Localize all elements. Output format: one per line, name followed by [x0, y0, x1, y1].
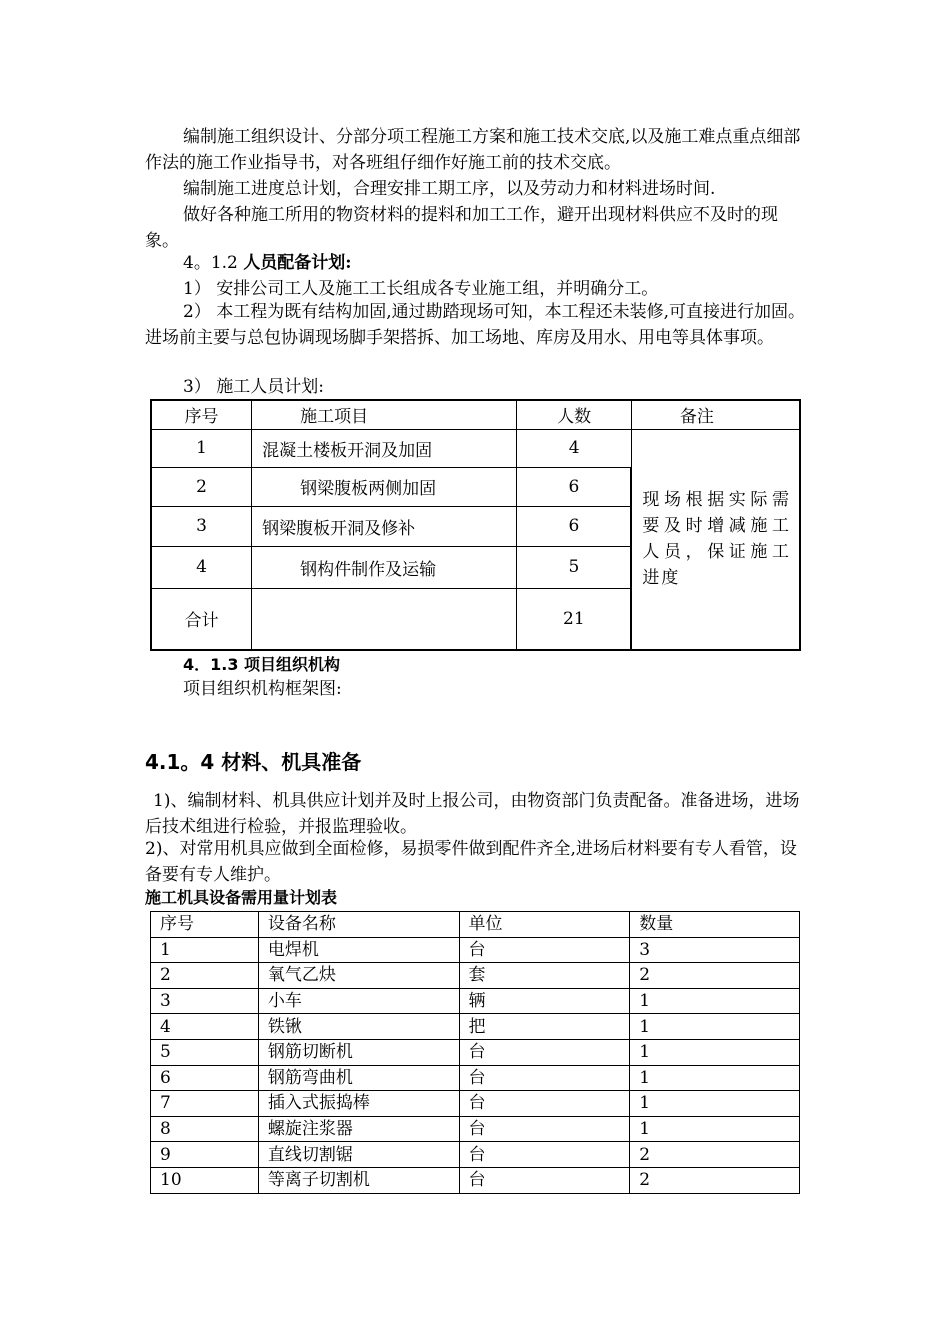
equip-cell-qty: 1: [630, 1014, 800, 1040]
section-414-title: 4.1。4 材料、机具准备: [145, 750, 362, 774]
equip-cell-no: 8: [151, 1116, 259, 1142]
equip-cell-no: 3: [151, 988, 259, 1014]
equip-row: [151, 1014, 800, 1040]
equip-header-unit: 单位: [459, 912, 630, 938]
equip-row: [151, 1116, 800, 1142]
equip-cell-unit: 台: [459, 1142, 630, 1168]
equip-row: [151, 1091, 800, 1117]
staff-total-label: 合计: [151, 588, 252, 650]
equip-cell-qty: 1: [630, 1091, 800, 1117]
equip-cell-unit: 台: [459, 1116, 630, 1142]
equip-header-name: 设备名称: [258, 912, 459, 938]
paragraph-materials: 做好各种施工所用的物资材料的提料和加工工作，避开出现材料供应不及时的现象。: [145, 205, 778, 251]
equip-row: [151, 963, 800, 989]
equip-cell-no: 10: [151, 1167, 259, 1193]
equip-cell-unit: 套: [459, 963, 630, 989]
staff-item-2: 2） 本工程为既有结构加固,通过勘踏现场可知，本工程还未装修,可直接进行加固。进场前主要与总包协调现场脚手架搭拆、加工场地、库房及用水、用电等具体事项。: [145, 302, 806, 348]
staff-plan-table: [150, 399, 801, 651]
staff-row-no: 3: [151, 506, 252, 546]
materials-item-1: 1)、编制材料、机具供应计划并及时上报公司，由物资部门负责配备。准备进场，进场后技术组进行检验，并报监理验收。: [145, 791, 800, 837]
staff-item-1: 1） 安排公司工人及施工工长组成各专业施工组，并明确分工。: [183, 279, 659, 299]
equip-cell-unit: 台: [459, 1039, 630, 1065]
section-413-text: 项目组织机构框架图:: [183, 679, 342, 699]
equip-cell-qty: 2: [630, 1142, 800, 1168]
equipment-table: [150, 911, 800, 1194]
equip-cell-name: 钢筋切断机: [258, 1039, 459, 1065]
equip-cell-name: 等离子切割机: [258, 1167, 459, 1193]
equip-cell-name: 钢筋弯曲机: [258, 1065, 459, 1091]
equip-cell-qty: 2: [630, 1167, 800, 1193]
staff-row-count: 5: [517, 546, 632, 588]
equip-cell-no: 2: [151, 963, 259, 989]
staff-row-count: 6: [517, 467, 632, 506]
staff-row-no: 1: [151, 429, 252, 467]
header-item: 施工项目: [252, 400, 517, 429]
equip-cell-qty: 1: [630, 988, 800, 1014]
staff-row-count: 6: [517, 506, 632, 546]
staff-item-3: 3） 施工人员计划:: [183, 377, 324, 397]
equip-cell-unit: 台: [459, 1167, 630, 1193]
equip-table-title: 施工机具设备需用量计划表: [145, 888, 338, 907]
equip-cell-name: 氧气乙炔: [258, 963, 459, 989]
equip-cell-unit: 台: [459, 1065, 630, 1091]
equip-cell-no: 5: [151, 1039, 259, 1065]
staff-row-item: 混凝土楼板开洞及加固: [252, 429, 517, 467]
equip-cell-name: 小车: [258, 988, 459, 1014]
equip-cell-qty: 3: [630, 937, 800, 963]
equip-row: [151, 988, 800, 1014]
header-no: 序号: [151, 400, 252, 429]
equip-row: [151, 1167, 800, 1193]
staff-row: [151, 429, 800, 467]
equip-cell-name: 螺旋注浆器: [258, 1116, 459, 1142]
equip-cell-no: 7: [151, 1091, 259, 1117]
paragraph-schedule: 编制施工进度总计划，合理安排工期工序，以及劳动力和材料进场时间.: [183, 179, 716, 199]
equip-cell-unit: 辆: [459, 988, 630, 1014]
equip-cell-name: 铁锹: [258, 1014, 459, 1040]
staff-row-item: 钢梁腹板两侧加固: [252, 467, 517, 506]
equip-row: [151, 937, 800, 963]
header-count: 人数: [517, 400, 632, 429]
equip-cell-no: 9: [151, 1142, 259, 1168]
equip-cell-no: 4: [151, 1014, 259, 1040]
staff-row-count: 4: [517, 429, 632, 467]
staff-total-empty: [252, 588, 517, 650]
equip-cell-qty: 1: [630, 1116, 800, 1142]
section-412-heading: [145, 250, 810, 276]
equip-row: [151, 1142, 800, 1168]
staff-row-item: 钢梁腹板开洞及修补: [252, 506, 517, 546]
section-412-number: 4。1.2: [183, 253, 244, 273]
section-412-title: 人员配备计划:: [243, 253, 352, 273]
section-413-title: 4．1.3 项目组织机构: [183, 655, 341, 674]
equip-table-header: [151, 912, 800, 938]
equip-cell-name: 插入式振捣棒: [258, 1091, 459, 1117]
equip-cell-name: 直线切割锯: [258, 1142, 459, 1168]
materials-item-2: 2)、对常用机具应做到全面检修，易损零件做到配件齐全,进场后材料要有专人看管，设备要有专人维护。: [145, 839, 797, 885]
equip-cell-unit: 台: [459, 937, 630, 963]
staff-total-count: 21: [517, 588, 632, 650]
paragraph-tech-docs: 编制施工组织设计、分部分项工程施工方案和施工技术交底,以及施工难点重点细部作法的施工作业指导书，对各班组仔细作好施工前的技术交底。: [145, 127, 801, 173]
equip-cell-no: 1: [151, 937, 259, 963]
equip-cell-unit: 台: [459, 1091, 630, 1117]
staff-row-no: 2: [151, 467, 252, 506]
equip-header-no: 序号: [151, 912, 259, 938]
equip-cell-qty: 1: [630, 1065, 800, 1091]
staff-row-item: 钢构件制作及运输: [252, 546, 517, 588]
equip-row: [151, 1065, 800, 1091]
equip-cell-unit: 把: [459, 1014, 630, 1040]
equip-row: [151, 1039, 800, 1065]
staff-table-header: [151, 400, 800, 429]
equip-cell-qty: 1: [630, 1039, 800, 1065]
equip-cell-qty: 2: [630, 963, 800, 989]
equip-cell-no: 6: [151, 1065, 259, 1091]
header-remark: 备注: [631, 400, 800, 429]
staff-remark: 现场根据实际需要及时增减施工人员，保证施工进度: [631, 429, 800, 650]
equip-cell-name: 电焊机: [258, 937, 459, 963]
staff-row-no: 4: [151, 546, 252, 588]
equip-header-qty: 数量: [630, 912, 800, 938]
